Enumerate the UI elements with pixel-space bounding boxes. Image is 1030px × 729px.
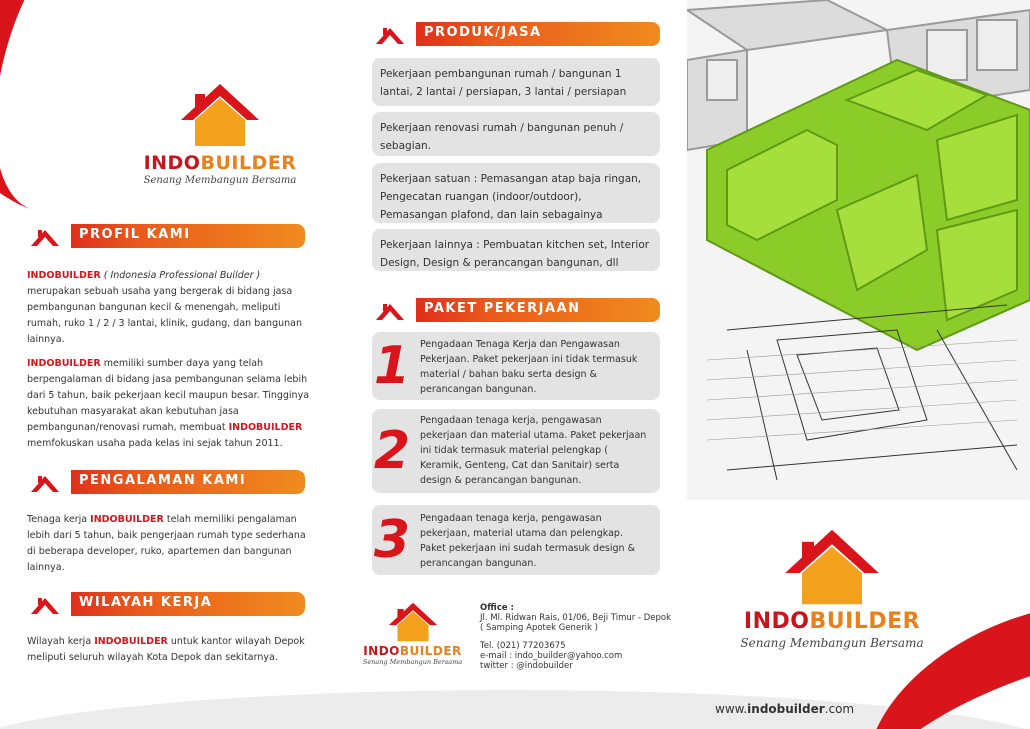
section-title-paket: PAKET PEKERJAAN (424, 301, 581, 316)
brand-logo (120, 80, 320, 186)
brand-name-part2: BUILDER (399, 644, 462, 658)
url-prefix: www. (715, 702, 748, 716)
brand-name-part2: BUILDER (809, 609, 921, 634)
section-title-wilayah: WILAYAH KERJA (79, 595, 213, 610)
office-twitter: twitter : @indobuilder (480, 661, 573, 671)
produk-item-3: Pekerjaan satuan : Pemasangan atap baja ringan, Pengecatan ruangan (indoor/outdoor), Pemasangan plafond, dan lain sebagainya (372, 163, 660, 223)
pengalaman-pre: Tenaga kerja (27, 514, 88, 525)
house-roof-icon (175, 80, 265, 150)
url-domain: indobuilder (747, 702, 825, 716)
brand-name-part1: INDO (363, 644, 400, 658)
brand-wordmark (702, 609, 962, 634)
pengalaman-text: telah memiliki pengalaman lebih dari 5 tahun, baik pengerjaan rumah type sederhana di beberapa developer, ruko, apartemen dan bangunan lainnya. (27, 514, 306, 573)
profil-paragraph-1 (27, 268, 312, 348)
right-panel (687, 0, 1030, 729)
brand-tagline: Senang Membangun Bersama (143, 175, 297, 186)
brand-logo-large (702, 525, 962, 650)
produk-item-2: Pekerjaan renovasi rumah / bangunan penuh / sebagian. (372, 112, 660, 156)
brand-name-part1: INDO (143, 152, 201, 174)
url-suffix: .com (824, 702, 855, 716)
brand-mention: INDOBUILDER (27, 358, 101, 369)
office-label: Office : (480, 603, 514, 613)
section-title-pengalaman: PENGALAMAN KAMI (79, 473, 247, 488)
pengalaman-paragraph (27, 512, 312, 576)
section-header-produk (372, 22, 660, 46)
arrow-roof-icon (27, 222, 71, 250)
brand-wordmark (120, 152, 320, 174)
middle-panel (345, 0, 687, 690)
profil-paragraph-2 (27, 356, 312, 452)
paket-number: 3 (373, 510, 411, 570)
brand-logo-small (350, 600, 475, 666)
produk-item-4: Pekerjaan lainnya : Pembuatan kitchen set, Interior Design, Design & perancangan bangunan, dll (372, 229, 660, 271)
office-tel: Tel. (021) 77203675 (480, 641, 566, 651)
wilayah-text: untuk kantor wilayah Depok meliputi seluruh wilayah Kota Depok dan sekitarnya. (27, 636, 305, 663)
paket-item-1 (372, 332, 660, 400)
section-title-produk: PRODUK/JASA (424, 25, 542, 40)
arrow-roof-icon (27, 468, 71, 496)
section-header-pengalaman (27, 470, 305, 494)
brand-expansion: ( Indonesia Professional Builder ) (103, 270, 261, 281)
section-header-wilayah (27, 592, 305, 616)
brand-mention: INDOBUILDER (94, 636, 168, 647)
paket-text: Pengadaan Tenaga Kerja dan Pengawasan Pekerjaan. Paket pekerjaan ini tidak termasuk material / bahan baku serta design & perancangan bangunan. (420, 339, 638, 395)
arrow-roof-icon (372, 20, 416, 48)
profil-text-2b: memfokuskan usaha pada kelas ini sejak tahun 2011. (27, 438, 283, 449)
wilayah-pre: Wilayah kerja (27, 636, 92, 647)
brand-tagline: Senang Membangun Bersama (362, 658, 463, 666)
brand-wordmark (350, 644, 475, 658)
brand-name-part2: BUILDER (200, 152, 297, 174)
brand-name-part1: INDO (743, 609, 810, 634)
section-header-profil (27, 224, 305, 248)
profil-text-1: merupakan sebuah usaha yang bergerak di bidang jasa pembangunan bangunan kecil & menengah, meliputi rumah, ruko 1 / 2 / 3 lantai, klinik, gudang, dan bangunan lainnya. (27, 286, 302, 345)
paket-text: Pengadaan tenaga kerja, pengawasan pekerjaan dan material utama. Paket pekerjaan ini tidak termasuk material pelengkap ( Keramik, Genteng, Cat dan Sanitair) serta design & perancangan bangunan. (420, 415, 647, 486)
left-panel (0, 0, 345, 690)
paket-item-2 (372, 409, 660, 493)
section-header-paket (372, 298, 660, 322)
brand-mention: INDOBUILDER (90, 514, 164, 525)
brand-mention: INDOBUILDER (27, 270, 101, 281)
profil-text-2a: memiliki sumber daya yang telah berpengalaman di bidang jasa pembangunan selama lebih dari 5 tahun, baik pekerjaan kecil maupun besar. Tingginya kebutuhan masyarakat akan kebutuhan jasa pembangunan/renovasi rumah, membuat (27, 358, 310, 433)
house-roof-icon (385, 600, 441, 644)
paket-number: 1 (373, 336, 411, 396)
produk-item-1: Pekerjaan pembangunan rumah / bangunan 1 lantai, 2 lantai / persiapan, 3 lantai / persiapan (372, 58, 660, 106)
house-roof-icon (777, 525, 887, 609)
office-address-2: ( Samping Apotek Generik ) (480, 623, 598, 633)
wilayah-paragraph (27, 634, 317, 666)
building-illustration (687, 0, 1030, 500)
brand-tagline: Senang Membangun Bersama (740, 636, 924, 650)
arrow-roof-icon (372, 296, 416, 324)
brand-mention: INDOBUILDER (228, 422, 303, 433)
website-url[interactable] (715, 702, 854, 716)
paket-number: 2 (373, 421, 411, 481)
paket-text: Pengadaan tenaga kerja, pengawasan pekerjaan, material utama dan pelengkap. Paket pekerjaan ini sudah termasuk design & perancangan bangunan. (420, 513, 635, 569)
arrow-roof-icon (27, 590, 71, 618)
section-title-profil: PROFIL KAMI (79, 227, 191, 242)
contact-block (480, 603, 671, 671)
office-email: e-mail : indo_builder@yahoo.com (480, 651, 623, 661)
paket-item-3 (372, 505, 660, 575)
office-address-1: Jl. Ml. Ridwan Rais, 01/06, Beji Timur - Depok (480, 613, 672, 623)
